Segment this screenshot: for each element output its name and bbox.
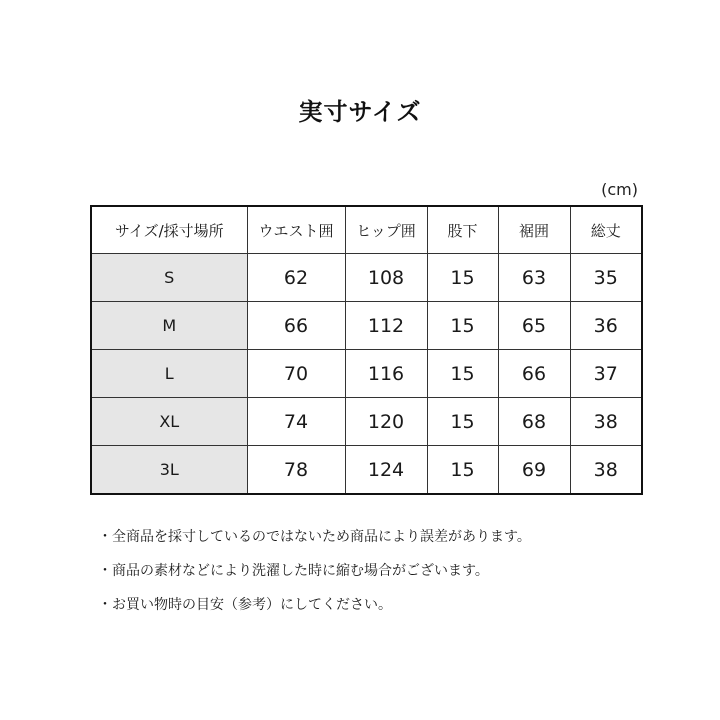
hip-cell: 112 <box>345 302 427 350</box>
length-cell: 36 <box>570 302 642 350</box>
hip-cell: 108 <box>345 254 427 302</box>
waist-cell: 62 <box>247 254 345 302</box>
size-cell: L <box>91 350 247 398</box>
size-cell: 3L <box>91 446 247 495</box>
hip-cell: 116 <box>345 350 427 398</box>
length-cell: 37 <box>570 350 642 398</box>
header-length: 総丈 <box>570 206 642 254</box>
hem-cell: 66 <box>498 350 570 398</box>
length-cell: 38 <box>570 398 642 446</box>
note-item: ・全商品を採寸しているのではないため商品により誤差があります。 <box>98 529 531 545</box>
size-cell: XL <box>91 398 247 446</box>
header-hip: ヒップ囲 <box>345 206 427 254</box>
size-table <box>90 205 643 495</box>
header-size: サイズ/採寸場所 <box>91 206 247 254</box>
hem-cell: 69 <box>498 446 570 495</box>
header-hem: 裾囲 <box>498 206 570 254</box>
table-row <box>91 254 642 302</box>
size-cell: M <box>91 302 247 350</box>
table-row <box>91 302 642 350</box>
note-item: ・お買い物時の目安（参考）にしてください。 <box>98 597 392 613</box>
inseam-cell: 15 <box>427 350 498 398</box>
inseam-cell: 15 <box>427 446 498 495</box>
waist-cell: 74 <box>247 398 345 446</box>
hem-cell: 63 <box>498 254 570 302</box>
size-cell: S <box>91 254 247 302</box>
note-item: ・商品の素材などにより洗濯した時に縮む場合がございます。 <box>98 563 489 579</box>
table-row <box>91 446 642 495</box>
length-cell: 35 <box>570 254 642 302</box>
hem-cell: 65 <box>498 302 570 350</box>
inseam-cell: 15 <box>427 302 498 350</box>
hem-cell: 68 <box>498 398 570 446</box>
unit-label: (cm) <box>601 180 638 199</box>
hip-cell: 120 <box>345 398 427 446</box>
notes-list <box>98 527 658 629</box>
waist-cell: 78 <box>247 446 345 495</box>
table-row <box>91 350 642 398</box>
inseam-cell: 15 <box>427 398 498 446</box>
table-row <box>91 398 642 446</box>
table-header-row <box>91 206 642 254</box>
length-cell: 38 <box>570 446 642 495</box>
inseam-cell: 15 <box>427 254 498 302</box>
page-title: 実寸サイズ <box>298 98 422 126</box>
waist-cell: 70 <box>247 350 345 398</box>
header-inseam: 股下 <box>427 206 498 254</box>
header-waist: ウエスト囲 <box>247 206 345 254</box>
waist-cell: 66 <box>247 302 345 350</box>
hip-cell: 124 <box>345 446 427 495</box>
